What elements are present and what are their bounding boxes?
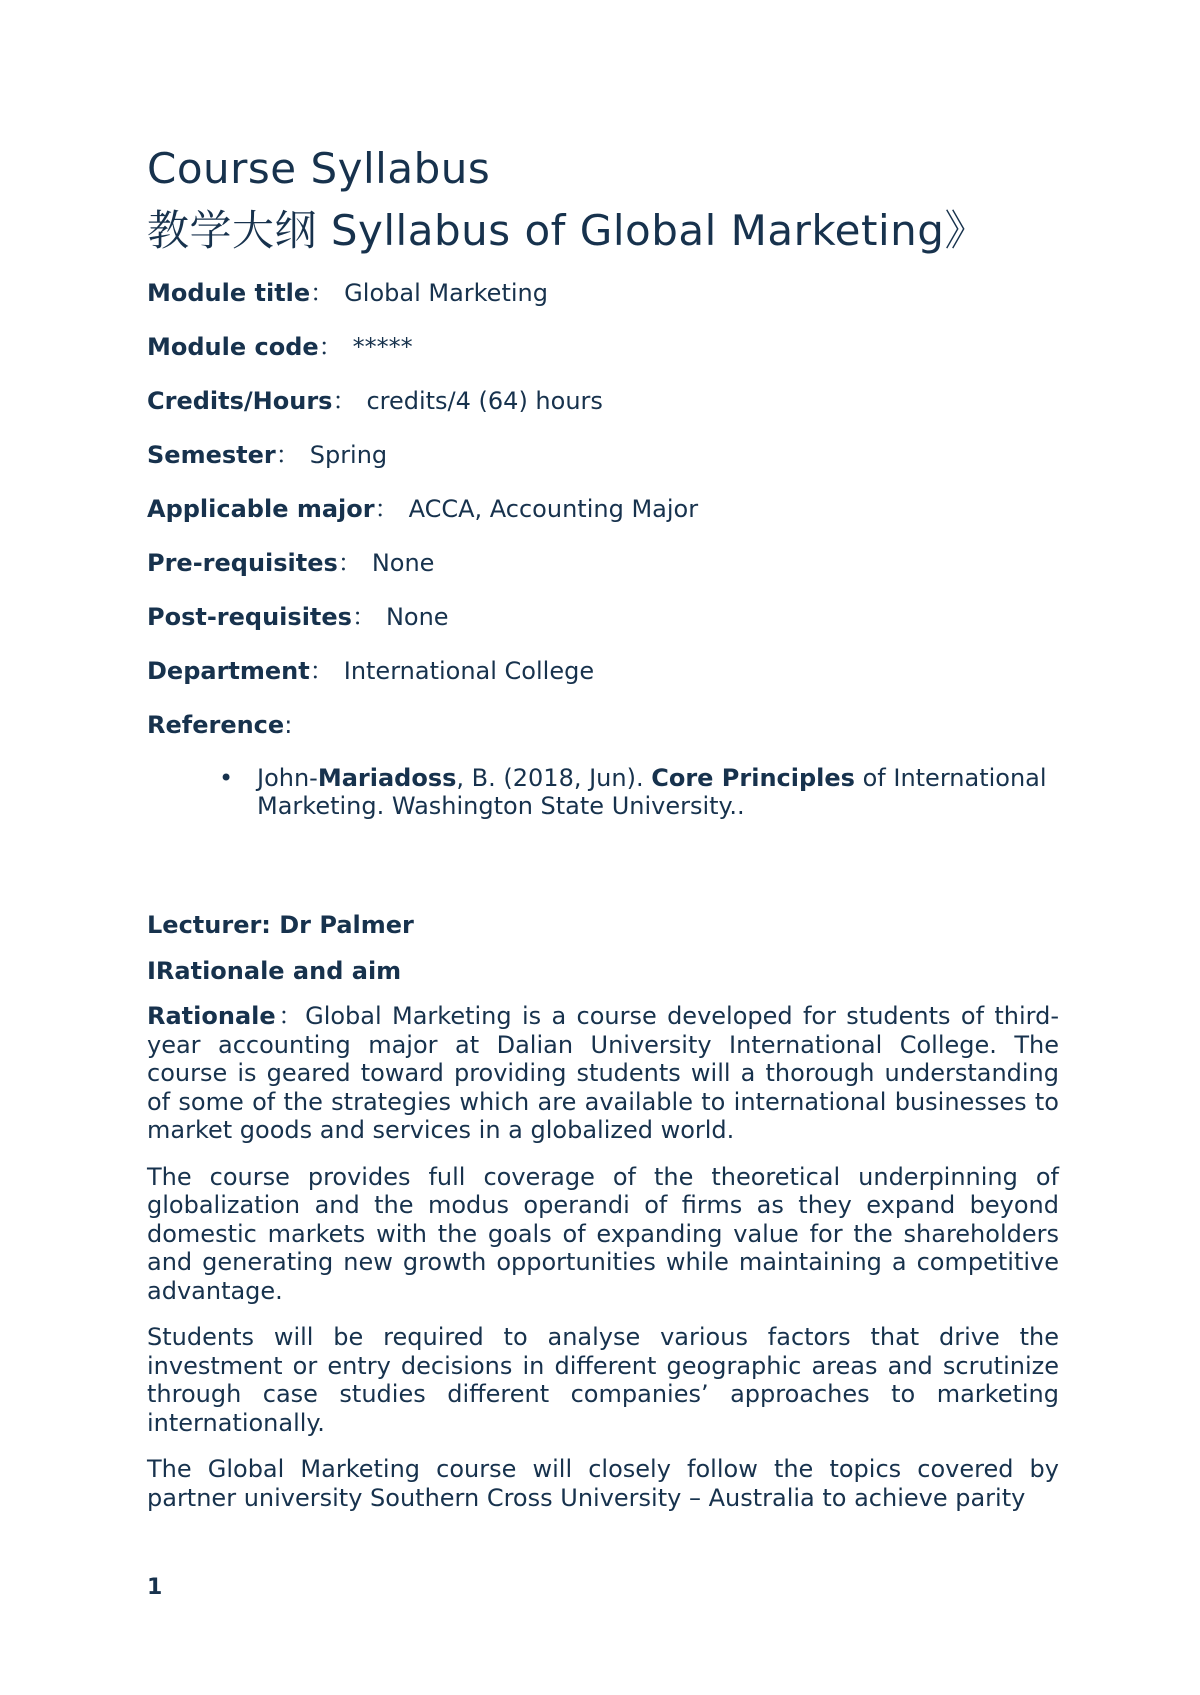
meta-separator: ： (374, 495, 399, 523)
meta-department (147, 654, 1059, 688)
reference-item (219, 764, 1059, 820)
meta-label: Pre-requisites (147, 549, 338, 577)
rationale-label: Rationale (147, 1002, 276, 1030)
meta-value: credits/4 (64) hours (366, 387, 603, 415)
reference-list (147, 764, 1059, 820)
meta-semester (147, 438, 1059, 472)
meta-label: Applicable major (147, 495, 375, 523)
document-page (147, 138, 1059, 1530)
page-number: 1 (147, 1575, 163, 1600)
meta-module-code (147, 330, 1059, 364)
lecturer-line: Lecturer: Dr Palmer (147, 911, 414, 939)
section-heading: IRationale and aim (147, 957, 402, 985)
meta-value: Spring (309, 441, 388, 469)
spacer (147, 820, 1059, 908)
document-title: Course Syllabus (147, 144, 491, 193)
meta-label: Credits/Hours (147, 387, 333, 415)
meta-value: None (371, 549, 435, 577)
meta-value: International College (343, 657, 595, 685)
document-subtitle: 教学大纲 Syllabus of Global Marketing》 (147, 206, 987, 255)
body-paragraph: The Global Marketing course will closely follow the topics covered by partner university Southern Cross University – Australia to achieve parity (147, 1455, 1059, 1512)
meta-separator: ： (309, 657, 334, 685)
meta-separator: ： (318, 333, 343, 361)
meta-value: ***** (352, 333, 413, 361)
reference-text-part: , B. (2018, Jun). (456, 764, 652, 792)
meta-credits-hours (147, 384, 1059, 418)
body-paragraph: Students will be required to analyse various factors that drive the investment or entry decisions in different geographic areas and scrutinize through case studies different companies’ approaches to marketing internationally. (147, 1323, 1059, 1437)
meta-label: Module title (147, 279, 311, 307)
meta-post-requisites (147, 600, 1059, 634)
bullet-icon: • (219, 764, 234, 792)
reference-label: Reference (147, 711, 285, 739)
reference-author: Mariadoss (317, 764, 457, 792)
meta-label: Semester (147, 441, 276, 469)
meta-label: Post-requisites (147, 603, 352, 631)
meta-label: Department (147, 657, 310, 685)
meta-separator: ： (275, 441, 300, 469)
meta-pre-requisites (147, 546, 1059, 580)
meta-separator: ： (337, 549, 362, 577)
rationale-paragraph (147, 1002, 1059, 1145)
body-paragraph: The course provides full coverage of the theoretical underpinning of globalization and the modus operandi of firms as they expand beyond domestic markets with the goals of expanding value for the shareholders and generating new growth opportunities while maintaining a competitive advantage. (147, 1162, 1059, 1305)
meta-value: ACCA, Accounting Major (408, 495, 699, 523)
meta-value: Global Marketing (344, 279, 548, 307)
meta-module-title (147, 276, 1059, 310)
reference-separator: : (284, 711, 293, 739)
reference-heading (147, 708, 1059, 742)
meta-applicable-major (147, 492, 1059, 526)
reference-text-part: John- (257, 764, 318, 792)
meta-label: Module code (147, 333, 319, 361)
rationale-separator: ： (275, 1002, 306, 1030)
meta-value: None (385, 603, 449, 631)
meta-separator: ： (332, 387, 357, 415)
meta-separator: ： (310, 279, 335, 307)
reference-book-title: Core Principles (651, 764, 855, 792)
meta-separator: ： (351, 603, 376, 631)
rationale-text: Global Marketing is a course developed for students of third-year accounting major at Dalian University International College. The course is geared toward providing students will a thorough understanding of some of the strategies which are available to international businesses to market goods and services in a globalized world. (147, 1002, 1060, 1144)
reference-text-part: of International Marketing. Washington State University.. (257, 764, 1047, 820)
